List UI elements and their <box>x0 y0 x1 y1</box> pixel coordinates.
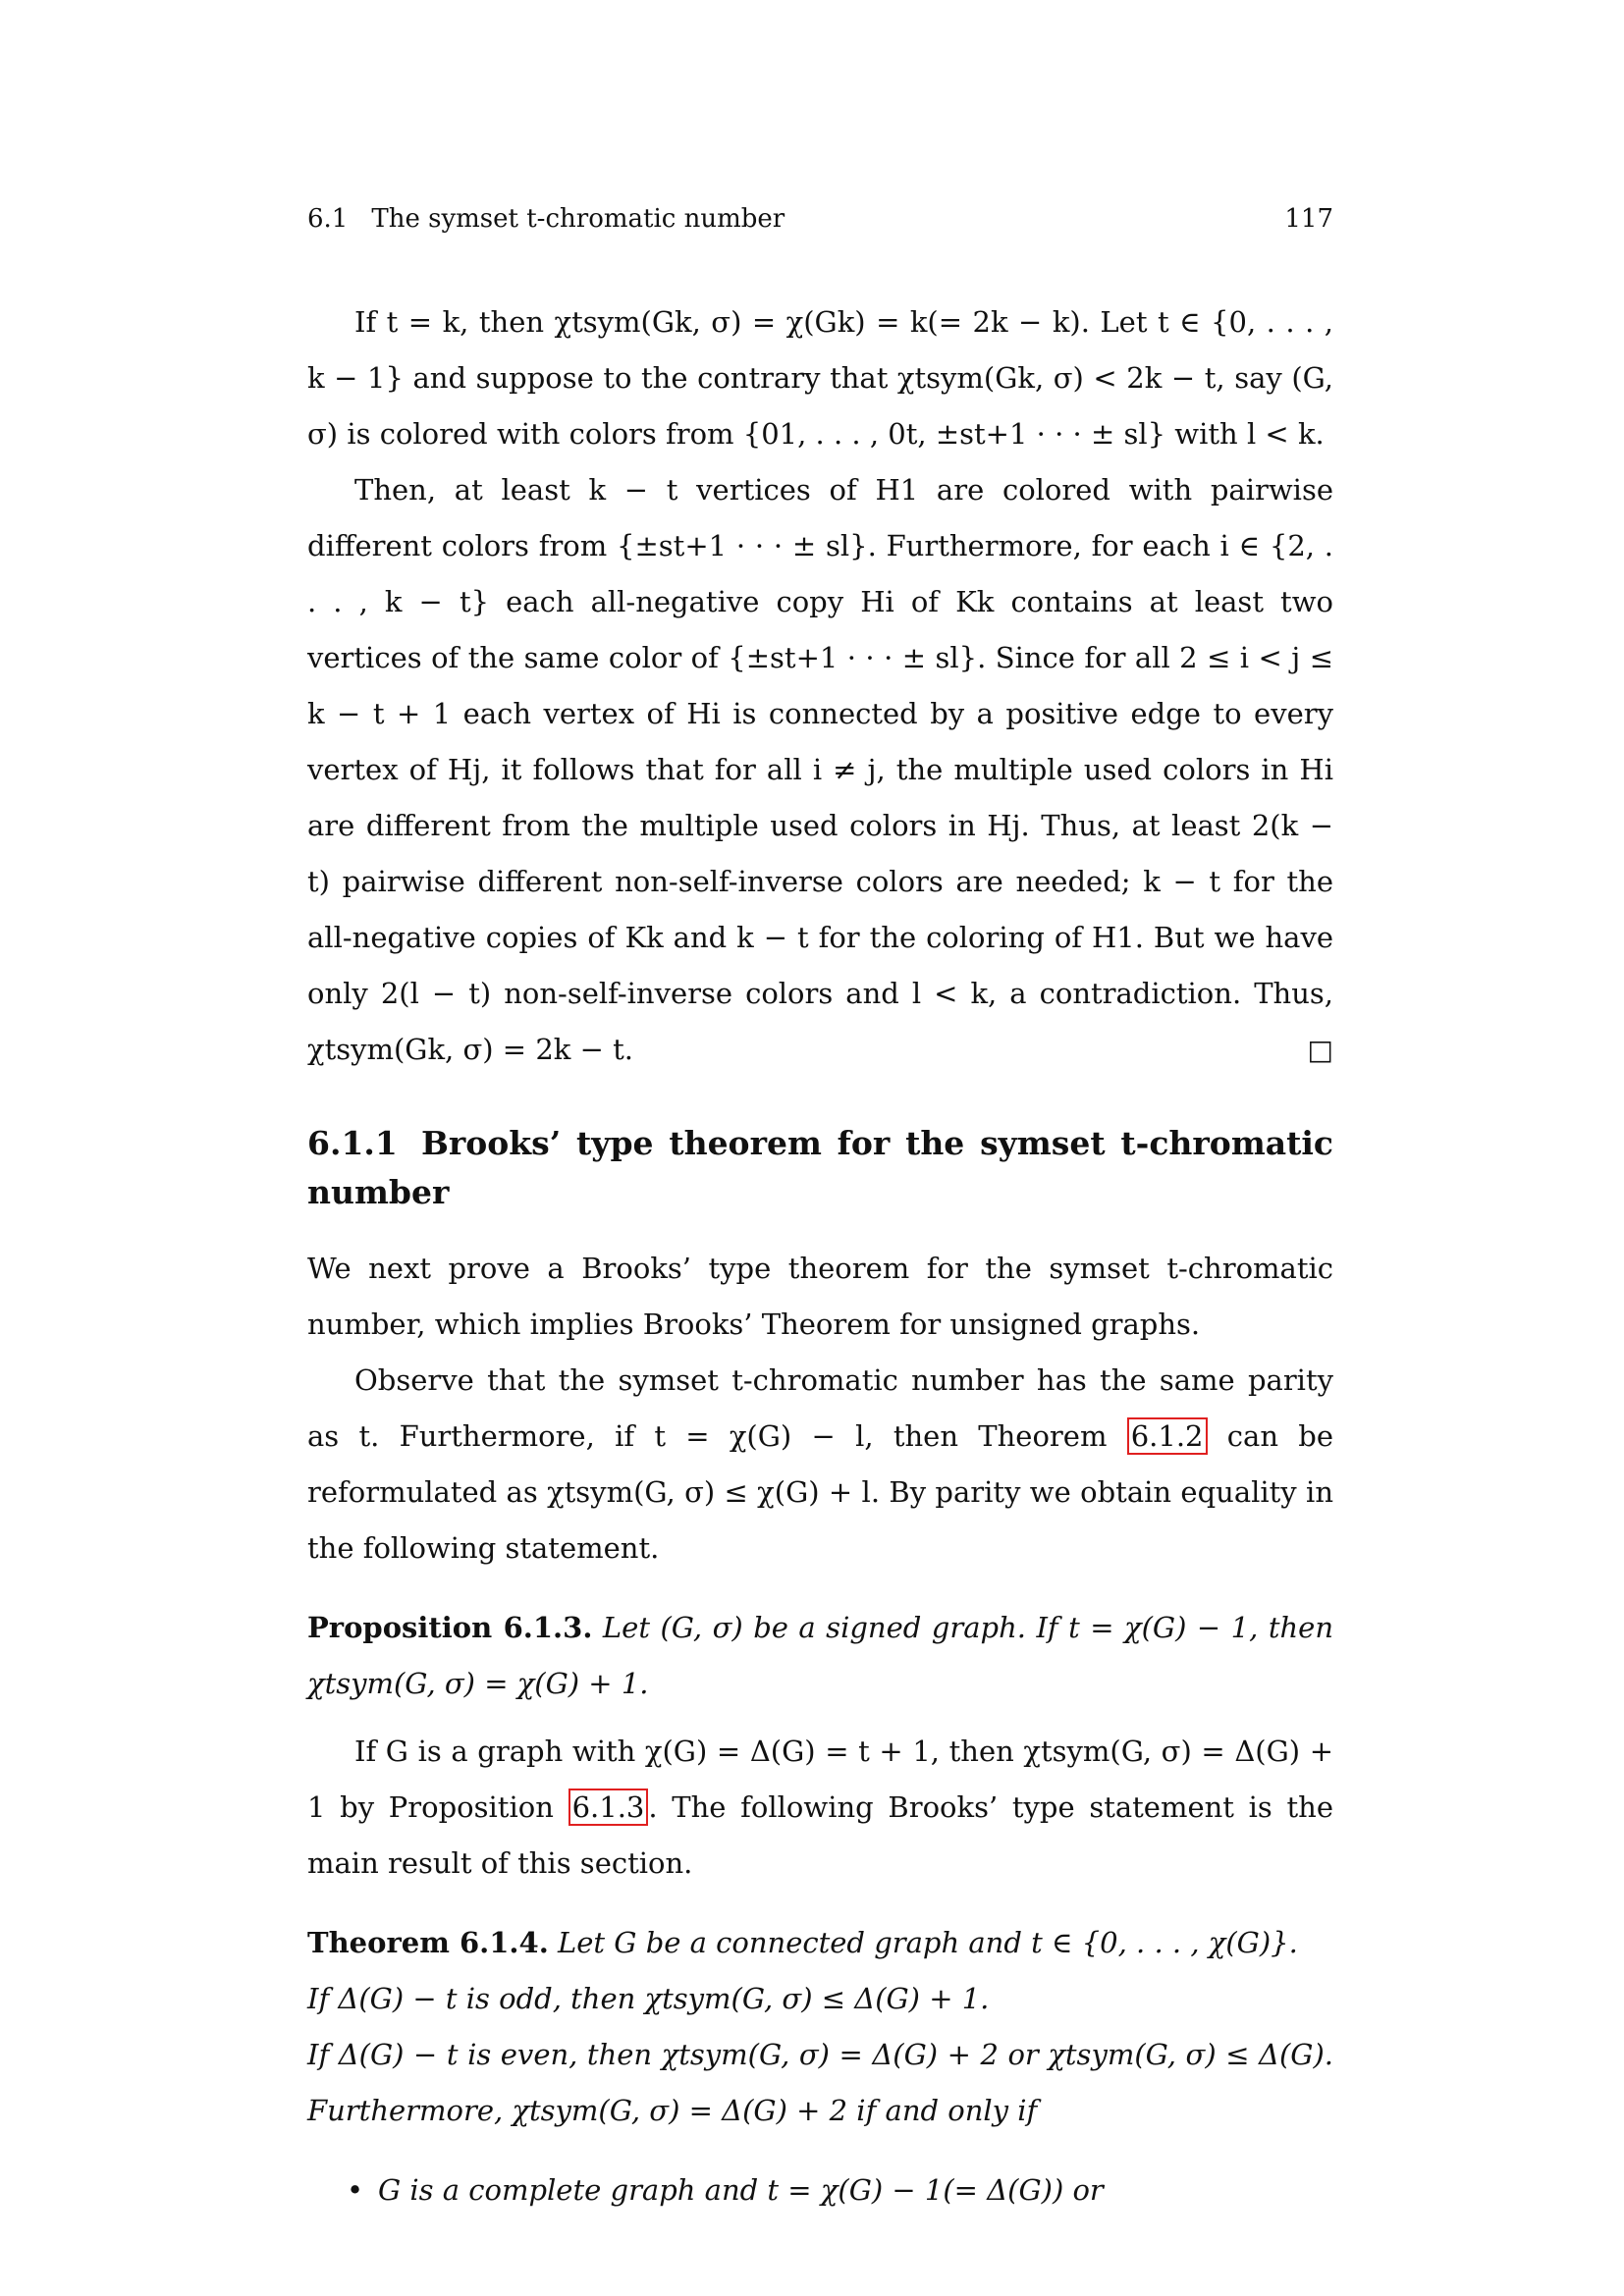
subsection-heading <box>307 1119 1333 1217</box>
theorem-label: Theorem 6.1.4. <box>307 1926 549 1959</box>
proposition-label: Proposition 6.1.3. <box>307 1611 593 1644</box>
bullet-mark: • <box>347 2173 364 2207</box>
list-item <box>347 2163 1333 2218</box>
page-number: 117 <box>1284 204 1333 234</box>
section-title: The symset t-chromatic number <box>371 204 785 234</box>
subsection-number: 6.1.1 <box>307 1124 398 1162</box>
paragraph-3: We next prove a Brooks’ type theorem for the symset t-chromatic number, which implies Brooks’ Theorem for unsigned graphs. <box>307 1252 1333 1341</box>
theorem-line-1 <box>307 1915 1333 1971</box>
paragraph-2 <box>307 462 1333 1078</box>
paragraph-5-text-a: If G is a graph with χ(G) = Δ(G) = t + 1, then χtsym(G, σ) = Δ(G) + 1 by Proposition <box>307 1735 1333 1824</box>
paragraph-5-text-b: . The following Brooks’ type statement is the main result of this section. <box>307 1790 1333 1880</box>
paragraph-5 <box>307 1724 1333 1892</box>
theorem-line-2: If Δ(G) − t is odd, then χtsym(G, σ) ≤ Δ(G) + 1. <box>307 1982 990 2015</box>
paragraph-4 <box>307 1353 1333 1576</box>
theorem-line-3: If Δ(G) − t is even, then χtsym(G, σ) = Δ(G) + 2 or χtsym(G, σ) ≤ Δ(G). Furthermore, χtsym(G, σ) = Δ(G) + 2 if and only if <box>307 2038 1333 2127</box>
running-head-left <box>307 204 785 234</box>
section-number: 6.1 <box>307 204 349 234</box>
paragraph-2-text: Then, at least k − t vertices of H1 are colored with pairwise different colors from {±st+1 · · · ± sl}. Furthermore, for each i ∈ {2, . . . , k − t} each all-negative copy Hi of Kk contains at least two vertices of the same color of {±st+1 · · · ± sl}. Since for all 2 ≤ i < j ≤ k − t + 1 each vertex of Hi is connected by a positive edge to every vertex of Hj, it follows that for all i ≠ j, the multiple used colors in Hi are different from the multiple used colors in Hj. Thus, at least 2(k − t) pairwise different non-self-inverse colors are needed; k − t for the all-negative copies of Kk and k − t for the coloring of H1. But we have only 2(l − t) non-self-inverse colors and l < k, a contradiction. Thus, χtsym(Gk, σ) = 2k − t. <box>307 473 1333 1066</box>
theorem-line-1-text: Let G be a connected graph and t ∈ {0, . . . , χ(G)}. <box>558 1926 1298 1959</box>
theorem-conditions-list <box>307 2163 1333 2218</box>
proposition <box>307 1600 1333 1712</box>
proposition-ref-link[interactable]: 6.1.3 <box>568 1789 649 1826</box>
paragraph-1: If t = k, then χtsym(Gk, σ) = χ(Gk) = k(= 2k − k). Let t ∈ {0, . . . , k − 1} and suppose to the contrary that χtsym(Gk, σ) < 2k − t, say (G, σ) is colored with colors from {01, . . . , 0t, ±st+1 · · · ± sl} with l < k. <box>307 305 1333 451</box>
paragraph-4-text-b: can be reformulated as χtsym(G, σ) ≤ χ(G) + l. By parity we obtain equality in the following statement. <box>307 1419 1333 1565</box>
theorem-ref-link[interactable]: 6.1.2 <box>1127 1417 1208 1455</box>
theorem <box>307 1915 1333 2139</box>
paragraph-4-text-a: Observe that the symset t-chromatic number has the same parity as t. Furthermore, if t = χ(G) − l, then Theorem <box>307 1363 1333 1453</box>
subsection-title: Brooks’ type theorem for the symset t-chromatic number <box>307 1124 1333 1211</box>
proposition-text: Let (G, σ) be a signed graph. If t = χ(G) − 1, then χtsym(G, σ) = χ(G) + 1. <box>307 1611 1333 1700</box>
body-text <box>307 294 1333 2218</box>
list-item-text: G is a complete graph and t = χ(G) − 1(= Δ(G)) or <box>378 2173 1104 2207</box>
running-head <box>307 204 1333 234</box>
qed-box: □ <box>1307 1034 1333 1066</box>
